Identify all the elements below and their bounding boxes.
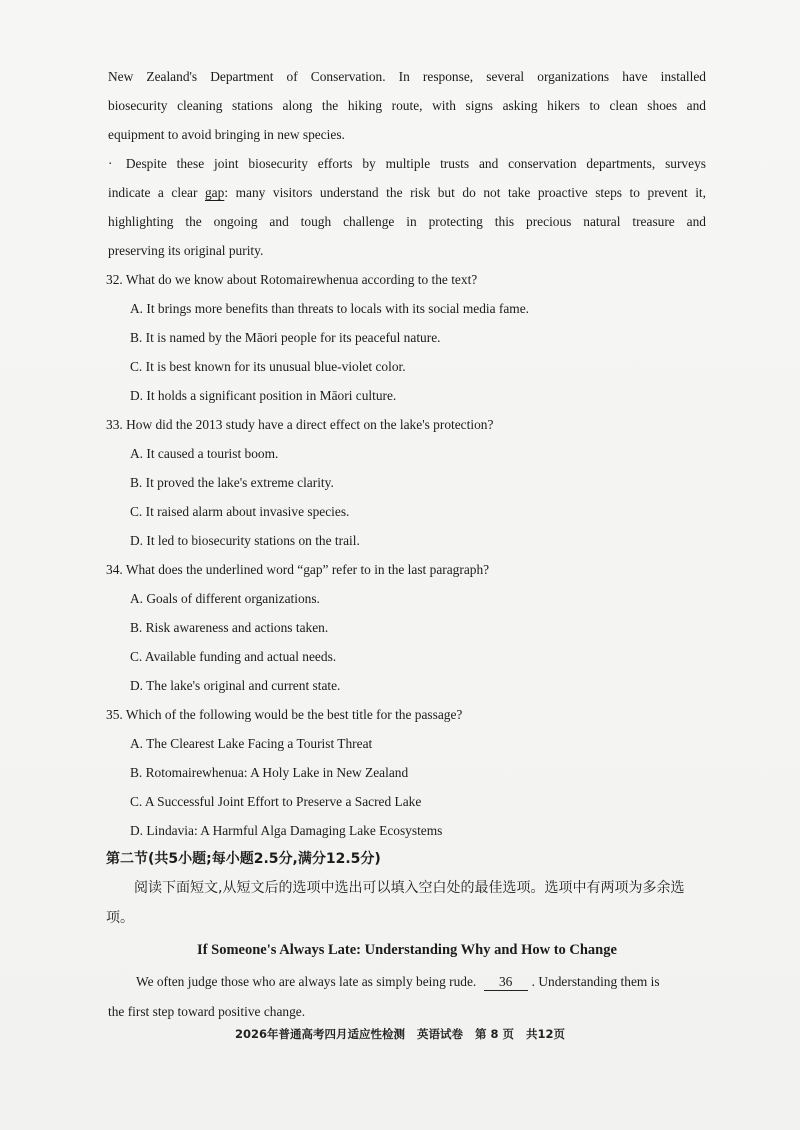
passage-line: equipment to avoid bringing in new species. [108,127,345,142]
passage-line-text: . Understanding them is [531,974,660,989]
option-a: A. The Clearest Lake Facing a Tourist Threat [130,736,373,751]
option-b: B. Risk awareness and actions taken. [130,620,329,635]
passage-body-line [108,967,706,997]
question-stem: 32. What do we know about Rotomairewhenua according to the text? [106,272,478,287]
section-heading: 第二节(共5小题;每小题2.5分,满分12.5分) [106,851,381,867]
option-c: C. Available funding and actual needs. [130,649,337,664]
option-c: C. A Successful Joint Effort to Preserve a Sacred Lake [130,794,422,809]
section-instruction: 阅读下面短文,从短文后的选项中选出可以填入空白处的最佳选项。选项中有两项为多余选项。 [106,880,685,926]
question-35 [108,700,706,845]
question-32 [108,265,706,410]
passage-line-text: Despite these joint biosecurity efforts by multiple trusts and conservation departments, surveys [125,156,706,171]
passage-line: preserving its original purity. [108,243,264,258]
passage-line-text: : many visitors understand the risk but do not take proactive steps to prevent it, [224,185,706,200]
passage-paragraph-1 [108,62,706,149]
passage-paragraph-2 [108,149,706,265]
footer-total-pages: 共12页 [526,1027,566,1041]
option-d: D. Lindavia: A Harmful Alga Damaging Lake Ecosystems [130,823,443,838]
answer-blank-36: 36 [484,974,528,991]
passage-line: highlighting the ongoing and tough challenge in protecting this precious natural treasure and [108,214,706,229]
footer-subject: 英语试卷 [416,1027,463,1041]
option-c: C. It raised alarm about invasive species. [130,504,350,519]
passage-line [108,149,706,178]
page-footer [0,1026,800,1042]
option-a: A. It brings more benefits than threats to locals with its social media fame. [130,301,530,316]
underlined-word-gap: gap [204,185,225,200]
option-b: B. It is named by the Māori people for its peaceful nature. [130,330,441,345]
option-a: A. Goals of different organizations. [130,591,320,606]
passage-line-text: We often judge those who are always late as simply being rude. [136,974,477,989]
question-34 [108,555,706,700]
passage-line [108,178,706,207]
option-d: D. It led to biosecurity stations on the trail. [130,533,360,548]
page-content [108,62,706,1027]
option-a: A. It caused a tourist boom. [130,446,279,461]
option-d: D. The lake's original and current state. [130,678,341,693]
section-2 [108,845,706,1027]
passage-line: biosecurity cleaning stations along the hiking route, with signs asking hikers to clean shoes and [108,98,706,113]
option-b: B. Rotomairewhenua: A Holy Lake in New Zealand [130,765,409,780]
footer-page-number: 第 8 页 [475,1027,515,1041]
stray-mark: · [108,156,113,171]
passage-line: New Zealand's Department of Conservation. In response, several organizations have installed [108,69,706,84]
question-stem: 35. Which of the following would be the best title for the passage? [106,707,463,722]
footer-exam-name: 2026年普通高考四月适应性检测 [234,1027,405,1041]
question-stem: 34. What does the underlined word “gap” refer to in the last paragraph? [106,562,490,577]
passage-line-text: indicate a clear [108,185,205,200]
question-33 [108,410,706,555]
passage-title: If Someone's Always Late: Understanding Why and How to Change [197,942,617,958]
option-c: C. It is best known for its unusual blue-violet color. [130,359,406,374]
question-stem: 33. How did the 2013 study have a direct effect on the lake's protection? [106,417,494,432]
passage-body-line: the first step toward positive change. [108,1004,306,1019]
option-b: B. It proved the lake's extreme clarity. [130,475,334,490]
option-d: D. It holds a significant position in Māori culture. [130,388,397,403]
